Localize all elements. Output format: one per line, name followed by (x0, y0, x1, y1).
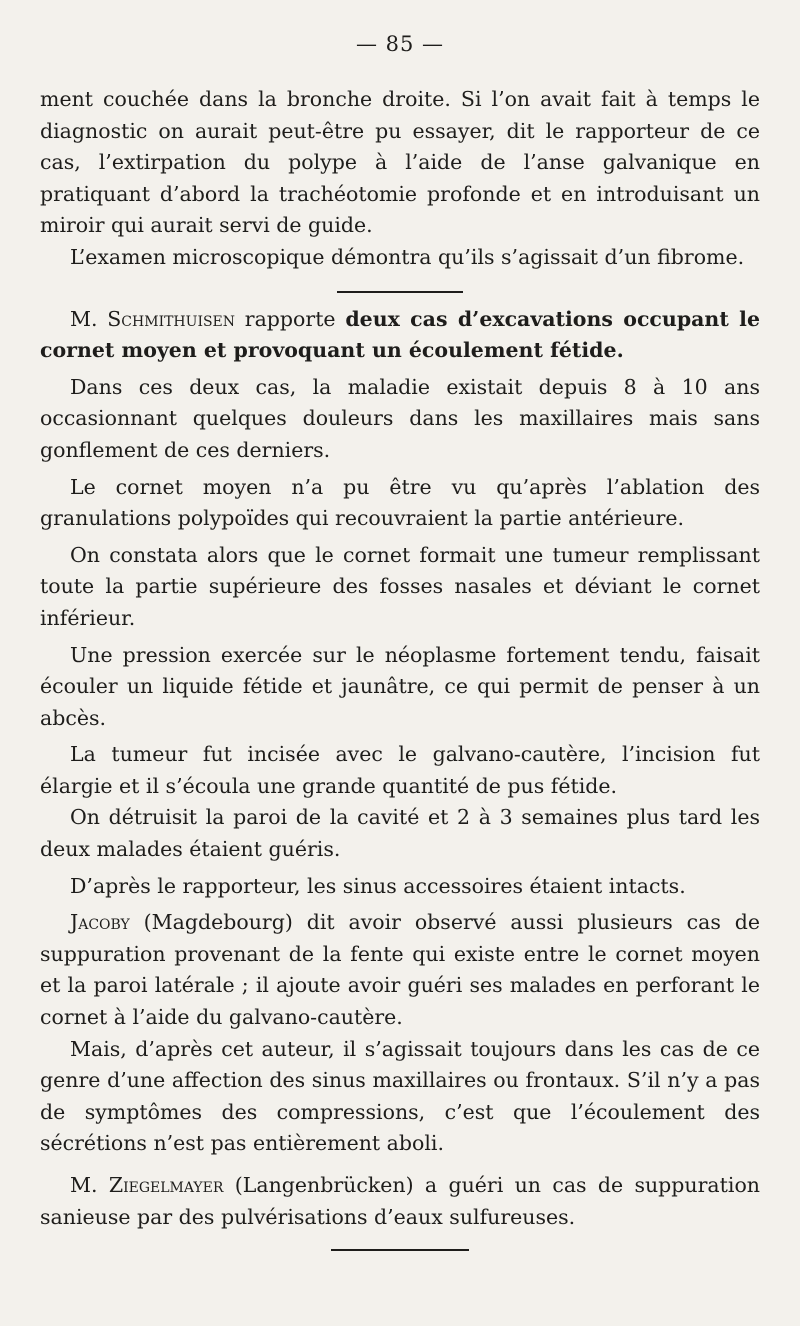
paragraph-cornet-moyen: Le cornet moyen n’a pu être vu qu’après l’ablation des granulations polypoïdes qui recouvraient la partie antérieure. (40, 474, 760, 531)
paragraph-guerison: On détruisit la paroi de la cavité et 2 à 3 semaines plus tard les deux malades étaient guéris. (40, 805, 760, 862)
paragraph-ziegelmayer (40, 1170, 760, 1233)
paragraph-tumeur: On constata alors que le cornet formait une tumeur remplissant toute la partie supérieure des fosses nasales et déviant le cornet inférieur. (40, 542, 760, 630)
title-prefix: M. (70, 306, 98, 331)
paragraph-jacoby (40, 907, 760, 1033)
paragraph-sinus-intacts: D’après le rapporteur, les sinus accessoires étaient intacts. (70, 873, 686, 898)
page-number: — 85 — (355, 32, 445, 56)
paragraph-auteur-opinion: Mais, d’après cet auteur, il s’agissait toujours dans les cas de ce genre d’une affection des sinus maxillaires ou frontaux. S’il n’y a pas de symptômes des compressions, c’est que l’écoulement des sécrétions n’est pas entièrement aboli. (40, 1036, 760, 1156)
paragraph-deux-cas: Dans ces deux cas, la maladie existait depuis 8 à 10 ans occasionnant quelques douleurs dans les maxillaires mais sans gonflement de ces derniers. (40, 374, 760, 462)
communication-title: deux cas d’excavations occupant le cornet moyen et provoquant un écoulement fétide. (40, 306, 760, 363)
paragraph-pression: Une pression exercée sur le néoplasme fortement tendu, faisait écouler un liquide fétide et jaunâtre, ce qui permit de penser à un abcès. (40, 642, 760, 730)
paragraph-schmithuisen-intro (40, 304, 760, 367)
author-name-ziegelmayer: Ziegelmayer (108, 1173, 224, 1197)
paragraph-polype-continuation: ment couchée dans la bronche droite. Si l’on avait fait à temps le diagnostic on aurait peut-être pu essayer, dit le rapporteur de ce cas, l’extirpation du polype à l’aide de l’anse galvanique en pratiquant d’abord la trachéotomie profonde et en introduisant un miroir qui aurait servi de guide. (40, 87, 760, 238)
section-divider (337, 291, 463, 293)
verb-rapporte: rapporte (235, 306, 346, 331)
author-name-schmithuisen: Schmithuisen (107, 306, 236, 331)
paragraph-examen-microscopique: L’examen microscopique démontra qu’ils s’agissait d’un fibrome. (70, 244, 745, 269)
paragraph-incision: La tumeur fut incisée avec le galvano-cautère, l’incision fut élargie et il s’écoula une grande quantité de pus fétide. (40, 742, 760, 798)
jacoby-text: (Magdebourg) dit avoir observé aussi plusieurs cas de suppuration provenant de la fente qui existe entre le cornet moyen et la paroi latérale ; il ajoute avoir guéri ses malades en perforant le cornet à l’aide du galvano-cautère. (40, 910, 760, 1030)
author-name-jacoby: Jacoby (70, 910, 130, 935)
title-prefix-2: M. (70, 1173, 98, 1197)
ziegelmayer-text: (Langenbrücken) a guéri un cas de suppuration sanieuse par des pulvérisations d’eaux sulfureuses. (40, 1173, 760, 1229)
end-divider (331, 1249, 469, 1251)
